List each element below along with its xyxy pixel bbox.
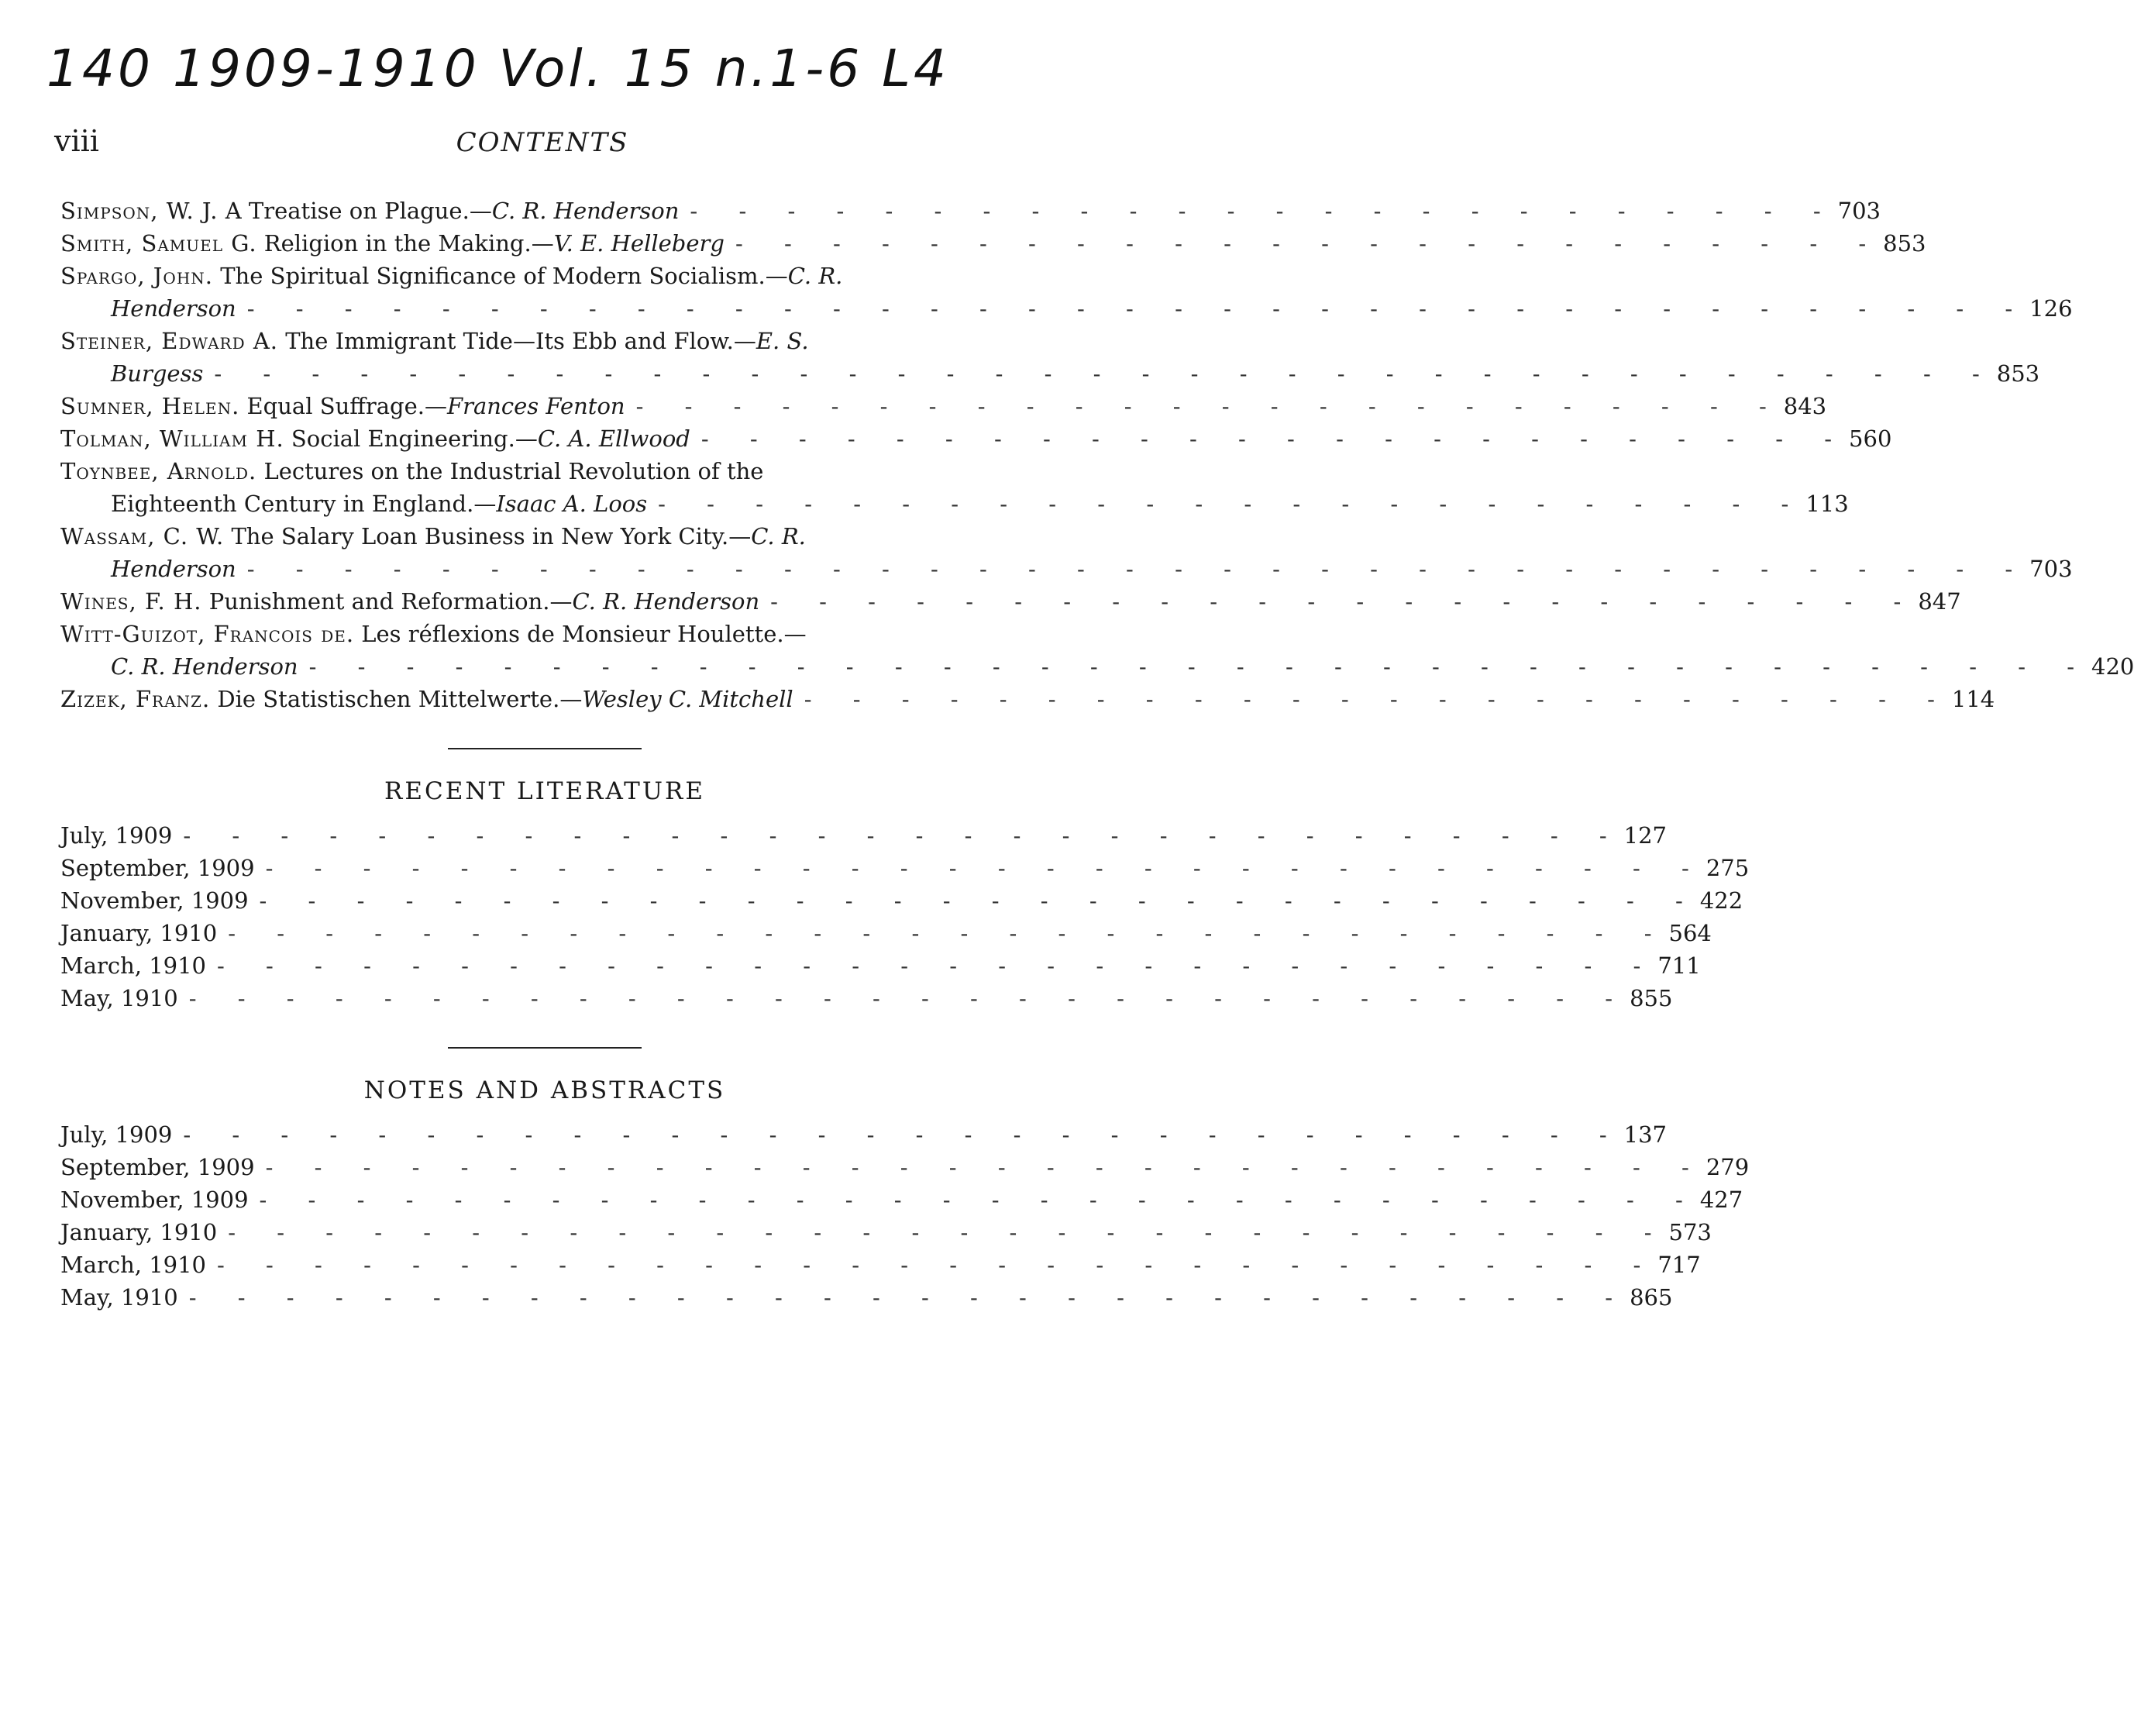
entry-reviewer: Wesley C. Mitchell	[582, 686, 793, 712]
dot-leader: - - - - - - - - - - - - - - - - - - - - - - - -	[690, 198, 1838, 224]
entry-reviewer: C. R. Henderson	[491, 198, 680, 224]
list-item: March, 1910 - - - - - - - - - - - - - - - - - - - - - - - - - - - - - - 717	[60, 1252, 1701, 1278]
entry-author: Toynbee, Arnold.	[60, 458, 257, 484]
contents-entry	[60, 458, 1849, 523]
page-header	[54, 124, 1031, 170]
list-item: January, 1910 - - - - - - - - - - - - - - - - - - - - - - - - - - - - - - 564	[60, 920, 1712, 946]
contents-entry	[60, 263, 2073, 328]
entry-page: 126	[2029, 295, 2073, 322]
dot-leader: - - - - - - - - - - - - - - - - - - - - - - - -	[635, 393, 1784, 419]
entry-reviewer: Burgess	[111, 360, 204, 387]
contents-entry: Sumner, Helen. Equal Suffrage. — Frances Fenton - - - - - - - - - - - - - - - - - - - - - - - - 843	[60, 393, 1827, 419]
contents-entry: Simpson, W. J. A Treatise on Plague. — C. R. Henderson - - - - - - - - - - - - - - - - - - - - - - - - 703	[60, 198, 1881, 224]
entry-page: 853	[1996, 360, 2040, 387]
list-item: September, 1909 - - - - - - - - - - - - - - - - - - - - - - - - - - - - - - 275	[60, 855, 1750, 881]
dot-leader: - - - - - - - - - - - - - - - - - - - - - - - - - - - - - - - - - - - - -	[214, 360, 1997, 387]
entry-page: 843	[1783, 393, 1827, 419]
notes-abstracts-heading: NOTES AND ABSTRACTS	[363, 1076, 726, 1104]
entry-reviewer: Henderson	[111, 556, 236, 582]
handwritten-catalog-note: 140 1909-1910 Vol. 15 n.1-6 L4	[46, 39, 949, 98]
entry-title: Punishment and Reformation.	[208, 588, 550, 615]
entry-reviewer: C. R.	[751, 523, 806, 549]
entry-page: 847	[1918, 588, 1961, 615]
dot-leader: - - - - - - - - - - - - - - - - - - - - - - - -	[700, 425, 1850, 452]
entry-title: Les réflexions de Monsieur Houlette.—	[361, 621, 807, 647]
contents-entry	[60, 523, 2073, 588]
entry-title: The Salary Loan Business in New York City.—	[231, 523, 752, 549]
contents-entry: Wines, F. H. Punishment and Reformation. — C. R. Henderson - - - - - - - - - - - - - - - - - - - - - - - - 847	[60, 588, 1961, 615]
list-item: March, 1910 - - - - - - - - - - - - - - - - - - - - - - - - - - - - - - 711	[60, 952, 1701, 979]
entry-title: Die Statistischen Mittelwerte.	[217, 686, 560, 712]
notes-abstracts-list	[60, 1121, 1750, 1317]
dot-leader: - - - - - - - - - - - - - - - - - - - - - - - - - - - - - - - - - - - - -	[246, 295, 2030, 322]
running-title: CONTENTS	[456, 127, 629, 158]
entry-title: Eighteenth Century in England.—	[111, 491, 497, 517]
entry-reviewer: C. R. Henderson	[111, 653, 298, 680]
contents-entry	[60, 328, 2040, 393]
list-item: May, 1910 - - - - - - - - - - - - - - - - - - - - - - - - - - - - - - 855	[60, 985, 1673, 1011]
list-item: November, 1909 - - - - - - - - - - - - - - - - - - - - - - - - - - - - - - 427	[60, 1187, 1743, 1213]
recent-literature-list	[60, 822, 1750, 1018]
entry-author: Tolman, William H.	[60, 425, 284, 452]
entry-title: Religion in the Making.	[263, 230, 532, 257]
contents-entry: Zizek, Franz. Die Statistischen Mittelwerte. — Wesley C. Mitchell - - - - - - - - - - - - - - - - - - - - - - - - 114	[60, 686, 1995, 712]
list-item: July, 1909 - - - - - - - - - - - - - - - - - - - - - - - - - - - - - - 137	[60, 1121, 1668, 1148]
entry-author: Smith, Samuel G.	[60, 230, 257, 257]
section-divider	[448, 748, 642, 749]
page-folio: viii	[54, 124, 99, 158]
entry-title: Equal Suffrage.	[246, 393, 425, 419]
entry-author: Spargo, John.	[60, 263, 213, 289]
entry-reviewer: C. A. Ellwood	[537, 425, 690, 452]
dot-leader: - - - - - - - - - - - - - - - - - - - - - - - - - - - - - - - - - - - - -	[246, 556, 2030, 582]
dot-leader: - - - - - - - - - - - - - - - - - - - - - - - -	[770, 588, 1919, 615]
list-item: September, 1909 - - - - - - - - - - - - - - - - - - - - - - - - - - - - - - 279	[60, 1154, 1750, 1180]
list-item: July, 1909 - - - - - - - - - - - - - - - - - - - - - - - - - - - - - - 127	[60, 822, 1668, 849]
entry-reviewer: C. R. Henderson	[572, 588, 760, 615]
entry-author: Steiner, Edward A.	[60, 328, 278, 354]
dot-leader: - - - - - - - - - - - - - - - - - - - - - - - - - - - - - - - - - - - - -	[308, 653, 2092, 680]
entry-author: Wassam, C. W.	[60, 523, 225, 549]
recent-literature-heading: RECENT LITERATURE	[384, 777, 705, 805]
entry-author: Zizek, Franz.	[60, 686, 211, 712]
dot-leader: - - - - - - - - - - - - - - - - - - - - - - - -	[804, 686, 1952, 712]
entry-author: Wines, F. H.	[60, 588, 202, 615]
contents-entry: Tolman, William H. Social Engineering. — C. A. Ellwood - - - - - - - - - - - - - - - - - - - - - - - - 560	[60, 425, 1892, 452]
list-item: May, 1910 - - - - - - - - - - - - - - - - - - - - - - - - - - - - - - 865	[60, 1284, 1673, 1311]
dot-leader: - - - - - - - - - - - - - - - - - - - - - - - -	[735, 230, 1884, 257]
entry-page: 560	[1849, 425, 1892, 452]
list-item: November, 1909 - - - - - - - - - - - - - - - - - - - - - - - - - - - - - - 422	[60, 887, 1743, 914]
entry-page: 113	[1805, 491, 1849, 517]
entry-title: A Treatise on Plague.	[225, 198, 470, 224]
contents-entry	[60, 621, 2134, 686]
entry-title: The Spiritual Significance of Modern Socialism.—	[220, 263, 788, 289]
entry-page: 853	[1883, 230, 1926, 257]
entry-reviewer: E. S.	[756, 328, 809, 354]
entry-reviewer: C. R.	[787, 263, 843, 289]
contents-body	[60, 198, 2134, 1317]
dot-leader: - - - - - - - - - - - - - - - - - - - - - - - -	[658, 491, 1806, 517]
entry-page: 114	[1951, 686, 1995, 712]
entry-reviewer: Frances Fenton	[446, 393, 625, 419]
entry-author: Witt-Guizot, Francois de.	[60, 621, 355, 647]
entry-reviewer: Henderson	[111, 295, 236, 322]
entry-reviewer: V. E. Helleberg	[553, 230, 725, 257]
entry-author: Simpson, W. J.	[60, 198, 219, 224]
list-item: January, 1910 - - - - - - - - - - - - - - - - - - - - - - - - - - - - - - 573	[60, 1219, 1712, 1245]
entry-page: 703	[2029, 556, 2073, 582]
entry-reviewer: Isaac A. Loos	[496, 491, 648, 517]
section-divider	[448, 1047, 642, 1049]
entry-page: 703	[1837, 198, 1881, 224]
contents-entry: Smith, Samuel G. Religion in the Making. — V. E. Helleberg - - - - - - - - - - - - - - - - - - - - - - - - 853	[60, 230, 1926, 257]
entry-page: 420	[2091, 653, 2134, 680]
entry-title: The Immigrant Tide—Its Ebb and Flow.—	[285, 328, 756, 354]
entry-title: Social Engineering.	[291, 425, 515, 452]
entry-author: Sumner, Helen.	[60, 393, 240, 419]
entry-title: Lectures on the Industrial Revolution of the	[263, 458, 764, 484]
